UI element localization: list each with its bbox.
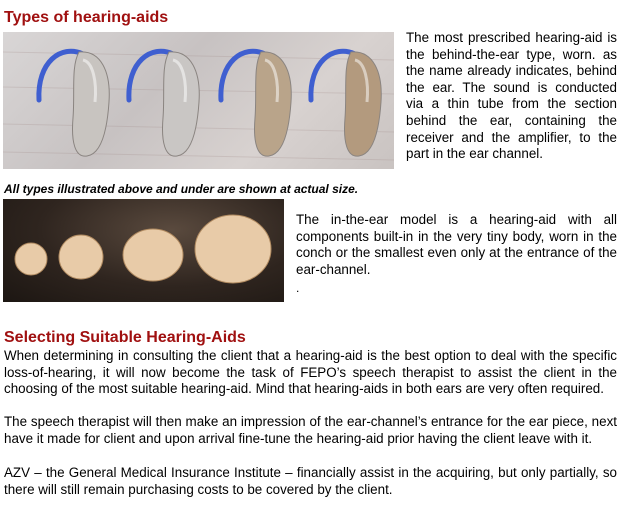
- ite-hearing-aid: [195, 215, 271, 283]
- ite-description: The in-the-ear model is a hearing-aid with all components built-in in the very tiny body, worn in the conch or the smallest even only at the entrance of the ear-channel.: [296, 212, 617, 277]
- ite-hearing-aid: [123, 229, 183, 281]
- section-heading-selecting: Selecting Suitable Hearing-Aids: [4, 329, 246, 346]
- body-paragraph: The speech therapist will then make an impression of the ear-channel’s entrance for the ear piece, next have it made for client and upon arrival fine-tune the hearing-aid prior having the client leave with it.: [4, 414, 617, 446]
- section-heading-types: Types of hearing-aids: [4, 9, 169, 26]
- bte-hearing-aid: [39, 51, 109, 156]
- bte-description: The most prescribed hearing-aid is the behind-the-ear type, worn. as the name already indicates, behind the ear. The sound is conducted via a thin tube from the section behind the ear, containing the receiver and the amplifier, to the part in the ear channel.: [406, 30, 617, 162]
- body-paragraph: When determining in consulting the client that a hearing-aid is the best option to deal with the specific loss-of-hearing, it will now become the task of FEPO’s speech therapist to assist the client in the choosing of the most suitable hearing-aid. Mind that hearing-aids in both ears are very often required.: [4, 348, 617, 397]
- image-caption: All types illustrated above and under are shown at actual size.: [4, 182, 359, 196]
- ite-hearing-aids-photo: [3, 199, 284, 302]
- bte-hearing-aids-illustration: [3, 32, 394, 169]
- stray-dot: .: [296, 281, 300, 295]
- bte-hearing-aid: [221, 51, 291, 156]
- bte-hearing-aid: [129, 51, 199, 156]
- ite-hearing-aid: [59, 235, 103, 279]
- body-paragraph: AZV – the General Medical Insurance Institute – financially assist in the acquiring, but only partially, so there will still remain purchasing costs to be covered by the client.: [4, 465, 617, 497]
- bte-hearing-aids-photo: [3, 32, 394, 169]
- bte-hearing-aid: [311, 51, 381, 156]
- ite-hearing-aid: [15, 243, 47, 275]
- ite-hearing-aids-illustration: [3, 199, 284, 302]
